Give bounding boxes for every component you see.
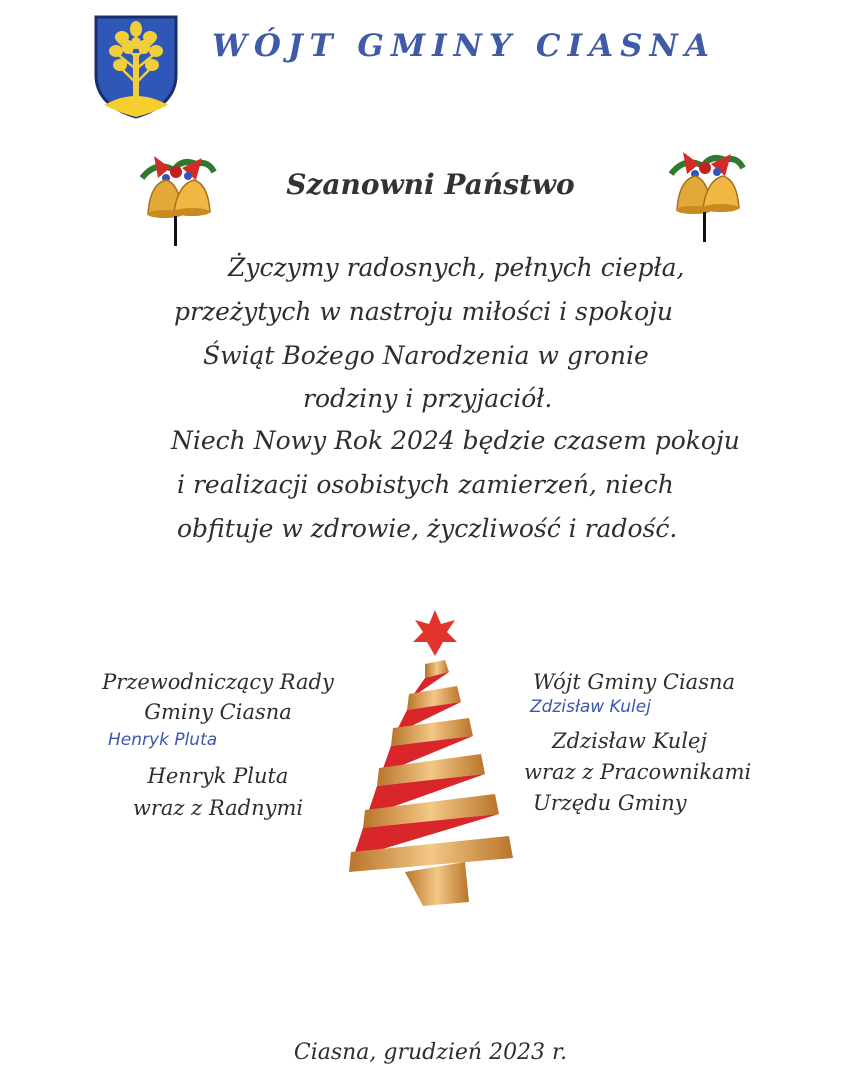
header-title: WÓJT GMINY CIASNA <box>212 28 716 64</box>
wishes-line: Świąt Bożego Narodzenia w gronie <box>203 341 649 370</box>
right-signatory-name: Zdzisław Kulej <box>552 729 707 753</box>
left-signatory-with: wraz z Radnymi <box>132 796 304 820</box>
wishes-line: Niech Nowy Rok 2024 będzie czasem pokoju <box>171 426 740 455</box>
left-signatory-name: Henryk Pluta <box>147 764 289 788</box>
right-signatory-with-line1: wraz z Pracownikami <box>524 760 752 784</box>
coat-of-arms-icon <box>92 13 180 121</box>
right-signatory-with-line2: Urzędu Gminy <box>533 791 687 815</box>
wishes-line: przeżytych w nastroju miłości i spokoju <box>174 297 673 326</box>
wishes-line: i realizacji osobistych zamierzeń, niech <box>177 470 674 499</box>
left-role-line1: Przewodniczący Rady <box>102 670 334 694</box>
wishes-line: Życzymy radosnych, pełnych ciepła, <box>228 253 685 282</box>
christmas-tree-icon <box>345 602 525 912</box>
footer-place-date: Ciasna, grudzień 2023 r. <box>293 1040 568 1065</box>
left-handwritten-signature: Henryk Pluta <box>108 730 218 750</box>
left-role-line2: Gminy Ciasna <box>144 700 292 724</box>
wishes-line: obfituje w zdrowie, życzliwość i radość. <box>177 514 678 543</box>
wishes-line: rodziny i przyjaciół. <box>303 384 553 413</box>
greeting-heading: Szanowni Państwo <box>286 168 575 201</box>
right-role: Wójt Gminy Ciasna <box>533 670 736 694</box>
right-handwritten-signature: Zdzisław Kulej <box>530 697 651 717</box>
